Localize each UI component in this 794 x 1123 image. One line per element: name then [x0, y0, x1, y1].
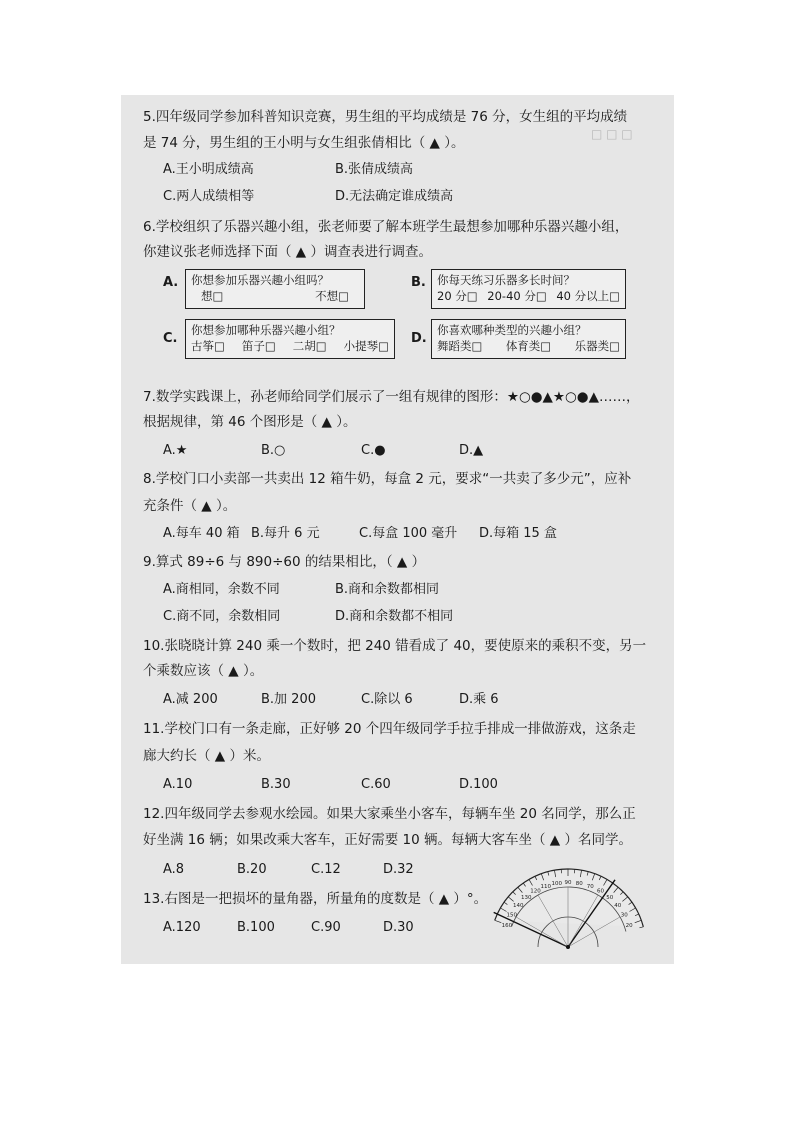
bleed-through-text: □ □ □	[591, 127, 633, 141]
q7-stem-line1: 7.数学实践课上，孙老师给同学们展示了一组有规律的图形：★○●▲★○●▲……，	[143, 389, 640, 405]
q12-stem-line1: 12.四年级同学去参观水绘园。如果大家乘坐小客车，每辆车坐 20 名同学，那么正	[143, 806, 636, 822]
q5-option-b[interactable]: B.张倩成绩高	[335, 162, 414, 177]
survey-choice: 40 分以上□	[556, 289, 620, 303]
q9-option-d[interactable]: D.商和余数都不相同	[335, 609, 454, 624]
q11-stem-line2: 廊大约长（ ▲ ）米。	[143, 748, 270, 764]
q12-option-d[interactable]: D.32	[383, 862, 414, 877]
q8-option-d[interactable]: D.每箱 15 盒	[479, 526, 557, 541]
protractor-degree-label: 160	[501, 922, 513, 929]
survey-choice: 古筝□	[191, 339, 225, 353]
survey-choice: 小提琴□	[343, 339, 389, 353]
q5-stem-line2: 是 74 分，男生组的王小明与女生组张倩相比（ ▲ ）。	[143, 135, 465, 151]
survey-choice: 不想□	[315, 289, 349, 303]
q9-option-c[interactable]: C.商不同，余数相同	[163, 609, 281, 624]
protractor-degree-label: 100	[551, 880, 562, 887]
protractor-degree-label: 60	[597, 888, 604, 895]
protractor-degree-label: 20	[625, 922, 633, 929]
protractor-degree-label: 70	[586, 883, 594, 890]
q11-option-a[interactable]: A.10	[163, 777, 193, 792]
protractor-degree-label: 30	[620, 912, 628, 919]
q10-stem-line1: 10.张晓晓计算 240 乘一个数时，把 240 错看成了 40，要使原来的乘积不变，另一	[143, 638, 647, 654]
q10-option-b[interactable]: B.加 200	[261, 692, 316, 707]
q6-survey-table-b[interactable]	[431, 269, 626, 309]
q10-option-a[interactable]: A.减 200	[163, 692, 218, 707]
q8-option-c[interactable]: C.每盒 100 毫升	[359, 526, 458, 541]
protractor-degree-label: 50	[606, 895, 614, 902]
q8-option-a[interactable]: A.每车 40 箱	[163, 526, 240, 541]
q6-survey-table-c[interactable]	[185, 319, 395, 359]
q7-option-b[interactable]: B.○	[261, 443, 286, 458]
q6-option-b-letter[interactable]: B.	[411, 275, 426, 290]
survey-choice: 乐器类□	[574, 339, 620, 353]
q12-option-b[interactable]: B.20	[237, 862, 267, 877]
q11-option-c[interactable]: C.60	[361, 777, 391, 792]
protractor-degree-label: 120	[530, 888, 541, 895]
q5-stem-line1: 5.四年级同学参加科普知识竞赛，男生组的平均成绩是 76 分，女生组的平均成绩	[143, 109, 628, 125]
q11-stem-line1: 11.学校门口有一条走廊，正好够 20 个四年级同学手拉手排成一排做游戏，这条走	[143, 721, 636, 737]
q10-stem-line2: 个乘数应该（ ▲ ）。	[143, 663, 264, 679]
q13-stem: 13.右图是一把损坏的量角器，所量角的度数是（ ▲ ）°。	[143, 891, 488, 907]
survey-choice: 20-40 分□	[487, 289, 547, 303]
protractor-degree-label: 130	[520, 895, 532, 902]
protractor-drawing	[494, 869, 644, 949]
protractor-degree-label: 140	[512, 903, 524, 910]
protractor-degree-label: 90	[564, 880, 572, 886]
q6-option-c-letter[interactable]: C.	[163, 331, 178, 346]
q6-option-a-letter[interactable]: A.	[163, 275, 179, 290]
q10-option-d[interactable]: D.乘 6	[459, 692, 499, 707]
q6-survey-table-d[interactable]	[431, 319, 626, 359]
protractor-degree-label: 80	[575, 880, 583, 887]
q8-option-b[interactable]: B.每升 6 元	[251, 526, 320, 541]
survey-choice: 二胡□	[292, 339, 327, 353]
q7-option-a[interactable]: A.★	[163, 443, 188, 458]
q5-option-a[interactable]: A.王小明成绩高	[163, 162, 254, 177]
survey-question: 你想参加乐器兴趣小组吗？	[191, 273, 329, 287]
q7-stem-line2: 根据规律，第 46 个图形是（ ▲ ）。	[143, 414, 357, 430]
q6-survey-table-a[interactable]	[185, 269, 365, 309]
survey-choice: 笛子□	[241, 339, 276, 353]
exam-page	[121, 95, 674, 964]
broken-protractor-figure	[501, 855, 636, 955]
q13-option-b[interactable]: B.100	[237, 920, 275, 935]
q6-option-d-letter[interactable]: D.	[411, 331, 427, 346]
q8-stem-line2: 充条件（ ▲ ）。	[143, 498, 237, 514]
q13-option-d[interactable]: D.30	[383, 920, 414, 935]
protractor-degree-label: 40	[614, 903, 622, 910]
survey-question: 你想参加哪种乐器兴趣小组？	[191, 323, 341, 337]
q12-stem-line2: 好坐满 16 辆；如果改乘大客车，正好需要 10 辆。每辆大客车坐（ ▲ ）名同学。	[143, 832, 632, 848]
protractor-degree-label: 150	[506, 912, 517, 919]
q5-option-d[interactable]: D.无法确定谁成绩高	[335, 189, 454, 204]
q7-option-c[interactable]: C.●	[361, 443, 386, 458]
q6-stem-line1: 6.学校组织了乐器兴趣小组，张老师要了解本班学生最想参加哪种乐器兴趣小组，	[143, 219, 629, 235]
q9-stem: 9.算式 89÷6 与 890÷60 的结果相比，（ ▲ ）	[143, 554, 426, 570]
protractor-degree-label: 110	[540, 883, 552, 890]
q8-stem-line1: 8.学校门口小卖部一共卖出 12 箱牛奶，每盒 2 元，要求“一共卖了多少元”，应补	[143, 471, 632, 487]
survey-choice: 20 分□	[437, 289, 478, 303]
q12-option-c[interactable]: C.12	[311, 862, 341, 877]
q7-option-d[interactable]: D.▲	[459, 443, 484, 458]
survey-choice: 想□	[201, 289, 224, 303]
q11-option-d[interactable]: D.100	[459, 777, 498, 792]
protractor-tick	[495, 920, 502, 922]
q10-option-c[interactable]: C.除以 6	[361, 692, 413, 707]
survey-question: 你喜欢哪种类型的兴趣小组？	[437, 323, 587, 337]
q12-option-a[interactable]: A.8	[163, 862, 185, 877]
q9-option-b[interactable]: B.商和余数都相同	[335, 582, 440, 597]
q13-option-a[interactable]: A.120	[163, 920, 201, 935]
protractor-center-point	[566, 945, 570, 949]
q5-option-c[interactable]: C.两人成绩相等	[163, 189, 255, 204]
q9-option-a[interactable]: A.商相同，余数不同	[163, 582, 280, 597]
q11-option-b[interactable]: B.30	[261, 777, 291, 792]
survey-question: 你每天练习乐器多长时间？	[437, 273, 575, 287]
survey-choice: 舞蹈类□	[437, 339, 483, 353]
q13-option-c[interactable]: C.90	[311, 920, 341, 935]
survey-choice: 体育类□	[505, 339, 552, 353]
q6-stem-line2: 你建议张老师选择下面（ ▲ ）调查表进行调查。	[143, 244, 432, 260]
protractor-tick	[639, 927, 643, 928]
